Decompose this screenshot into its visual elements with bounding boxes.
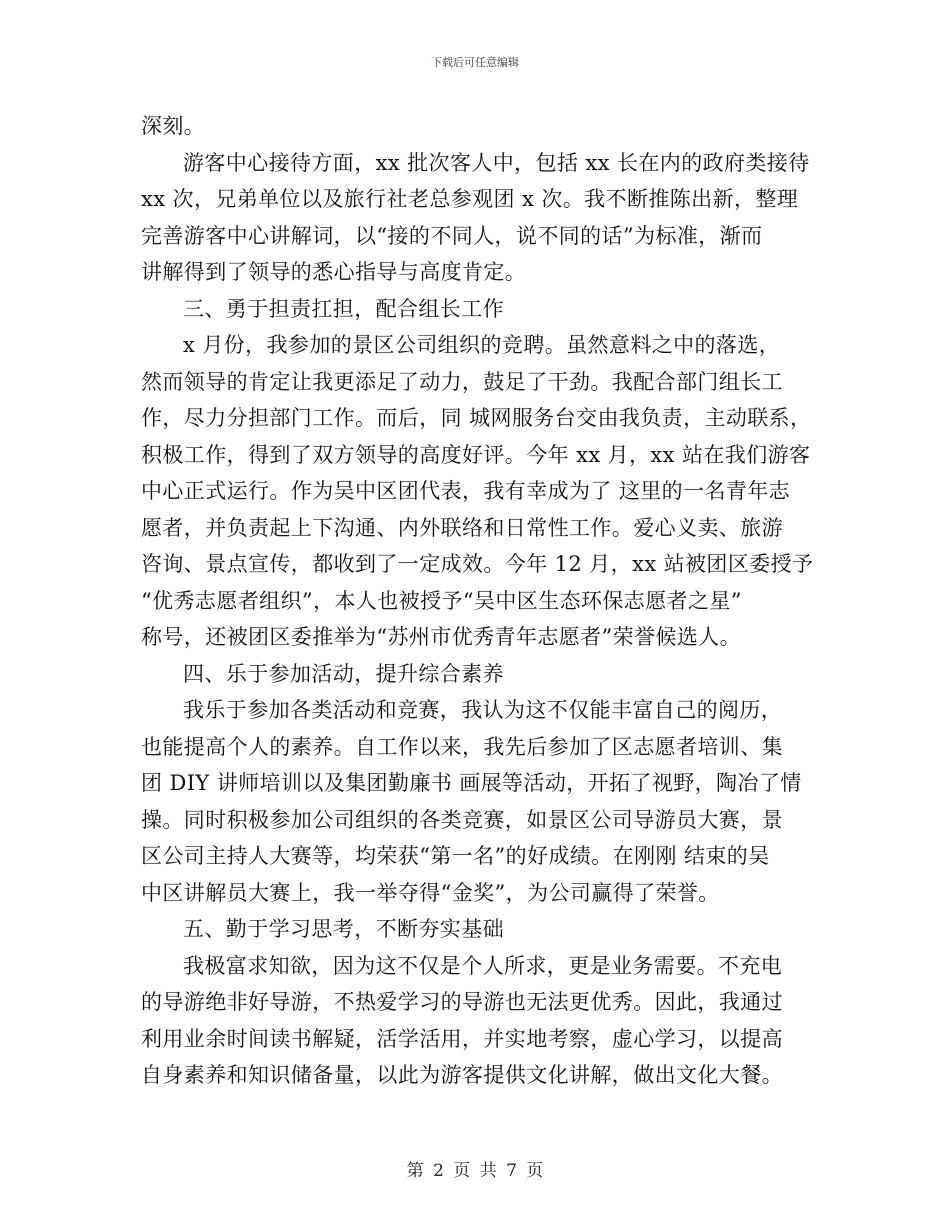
paragraph-start: x 月份，我参加的景区公司组织的竞聘。虽然意料之中的落选， bbox=[183, 333, 781, 357]
text-line: 咨询、景点宣传，都收到了一定成效。今年 12 月，xx 站被团区委授予 bbox=[141, 552, 814, 576]
text-line: 深刻。 bbox=[141, 114, 206, 138]
text-line: 区公司主持人大赛等，均荣获“第一名”的好成绩。在刚刚 结束的吴 bbox=[141, 844, 770, 868]
paragraph-start: 我极富求知欲，因为这不仅是个人所求，更是业务需要。不充电 bbox=[183, 953, 783, 978]
text-line: 讲解得到了领导的悉心指导与高度肯定。 bbox=[141, 260, 527, 284]
text-line: 中心正式运行。作为吴中区团代表，我有幸成为了 这里的一名青年志 bbox=[141, 479, 791, 503]
text-line: 的导游绝非好导游，不热爱学习的导游也无法更优秀。因此，我通过 bbox=[141, 990, 783, 1014]
text-line: 作，尽力分担部门工作。而后，同 城网服务台交由我负责，主动联系， bbox=[141, 406, 812, 430]
paragraph-start: 我乐于参加各类活动和竞赛，我认为这不仅能丰富自己的阅历， bbox=[183, 698, 783, 722]
text-line: 然而领导的肯定让我更添足了动力，鼓足了干劲。我配合部门组长工 bbox=[141, 369, 783, 394]
text-line: 积极工作，得到了双方领导的高度好评。今年 xx 月，xx 站在我们游客 bbox=[141, 442, 811, 467]
section-heading: 三、勇于担责扛担，配合组长工作 bbox=[183, 296, 504, 321]
page-header: 下载后可任意编辑 bbox=[431, 56, 519, 69]
text-line: “优秀志愿者组织”，本人也被授予“吴中区生态环保志愿者之星” bbox=[141, 588, 742, 613]
text-line: 中区讲解员大赛上，我一举夺得“金奖”，为公司赢得了荣誉。 bbox=[141, 880, 720, 905]
text-line: 完善游客中心讲解词，以“接的不同人，说不同的话”为标准，渐而 bbox=[141, 223, 763, 248]
page-number: 第 2 页 共 7 页 bbox=[406, 1161, 544, 1181]
document-body bbox=[141, 108, 821, 1094]
text-line: 称号，还被团区委推举为“苏州市优秀青年志愿者”荣誉候选人。 bbox=[141, 625, 742, 649]
text-line: 自身素养和知识储备量，以此为游客提供文化讲解，做出文化大餐。 bbox=[141, 1063, 783, 1087]
section-heading: 四、乐于参加活动，提升综合素养 bbox=[183, 661, 504, 686]
paragraph-start: 游客中心接待方面，xx 批次客人中，包括 xx 长在内的政府类接待 bbox=[183, 150, 810, 175]
text-line: 也能提高个人的素养。自工作以来，我先后参加了区志愿者培训、集 bbox=[141, 734, 783, 759]
text-line: 团 DIY 讲师培训以及集团勤廉书 画展等活动，开拓了视野，陶冶了情 bbox=[141, 771, 802, 795]
text-line: 操。同时积极参加公司组织的各类竞赛，如景区公司导游员大赛，景 bbox=[141, 807, 783, 832]
text-line: xx 次，兄弟单位以及旅行社老总参观团 x 次。我不断推陈出新，整理 bbox=[141, 187, 799, 211]
section-heading: 五、勤于学习思考，不断夯实基础 bbox=[183, 917, 504, 941]
text-line: 愿者，并负责起上下沟通、内外联络和日常性工作。爱心义卖、旅游 bbox=[141, 515, 783, 540]
text-line: 利用业余时间读书解疑，活学活用，并实地考察，虚心学习，以提高 bbox=[141, 1026, 783, 1051]
